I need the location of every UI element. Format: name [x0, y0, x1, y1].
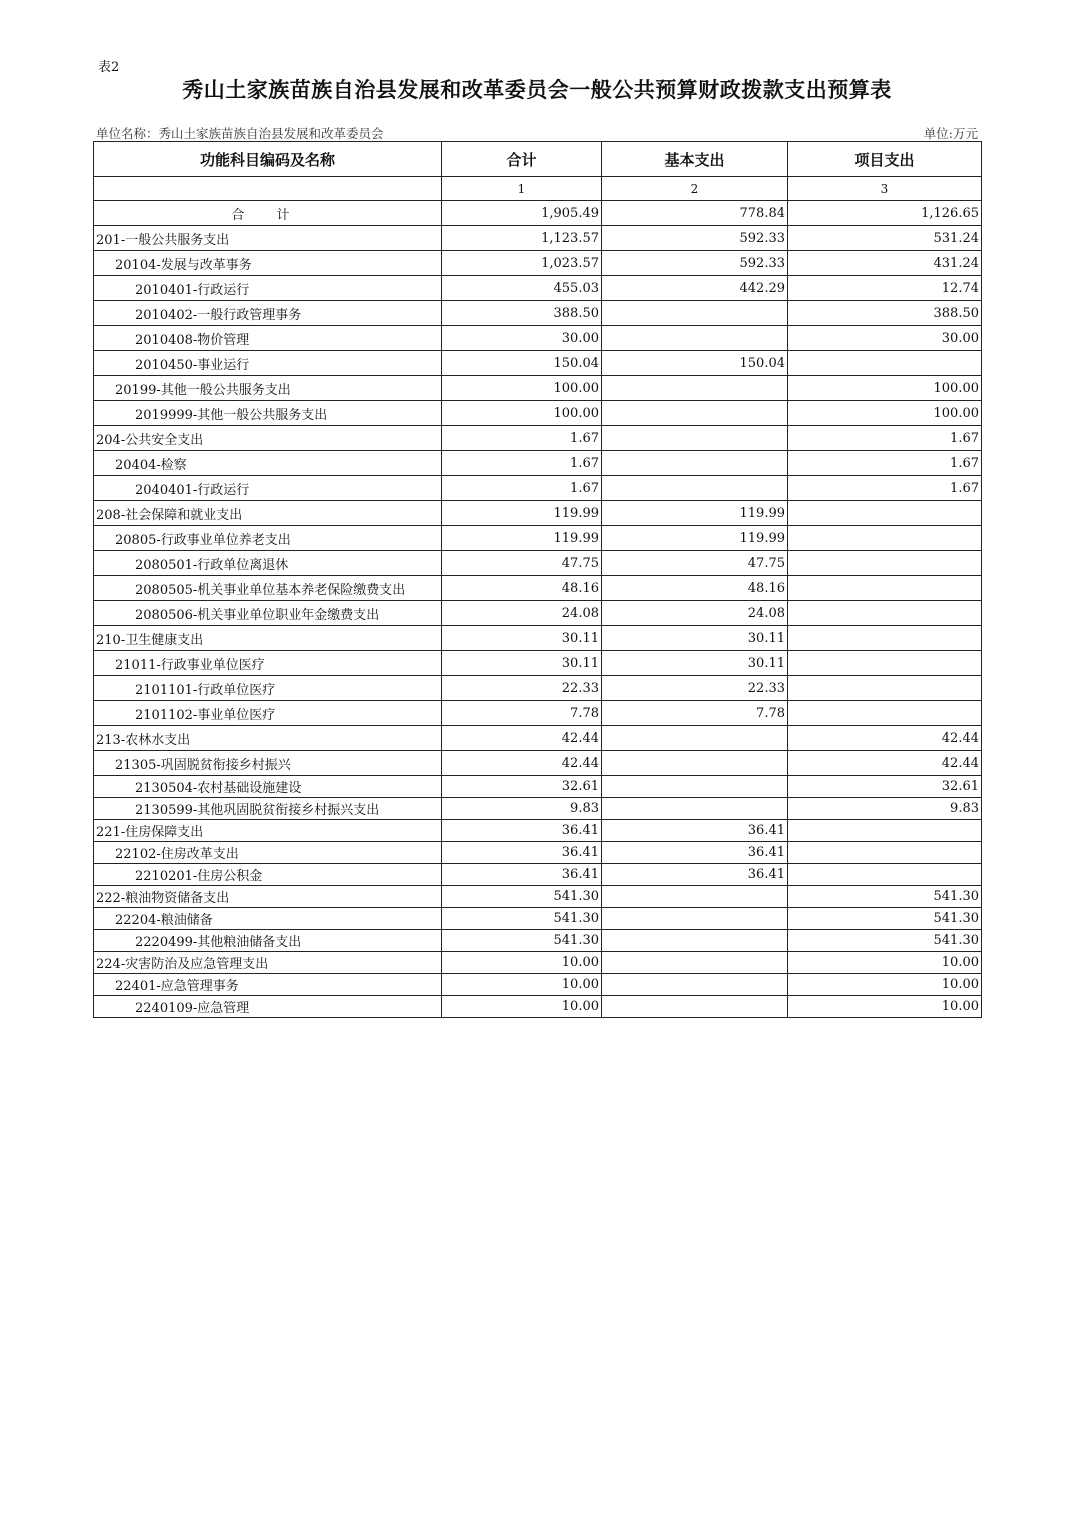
amount-total: 9.83 — [442, 798, 602, 820]
amount-total: 30.11 — [442, 626, 602, 651]
amount-basic: 36.41 — [602, 820, 788, 842]
index-row — [94, 177, 982, 201]
table-row — [94, 974, 982, 996]
amount-project: 431.24 — [788, 251, 982, 276]
table-row — [94, 776, 982, 798]
amount-project: 100.00 — [788, 401, 982, 426]
table-row — [94, 842, 982, 864]
amount-total: 22.33 — [442, 676, 602, 701]
amount-project — [788, 351, 982, 376]
amount-total: 100.00 — [442, 401, 602, 426]
subject-name: 22204-粮油储备 — [94, 908, 442, 930]
amount-project — [788, 526, 982, 551]
amount-project: 30.00 — [788, 326, 982, 351]
table-row — [94, 798, 982, 820]
amount-basic — [602, 886, 788, 908]
table-row — [94, 326, 982, 351]
table-number: 表2 — [98, 60, 120, 75]
subject-name: 222-粮油物资储备支出 — [94, 886, 442, 908]
amount-total: 1.67 — [442, 426, 602, 451]
amount-basic — [602, 908, 788, 930]
amount-project — [788, 626, 982, 651]
table-row — [94, 651, 982, 676]
amount-basic — [602, 751, 788, 776]
subject-name: 2101102-事业单位医疗 — [94, 701, 442, 726]
subject-name: 21011-行政事业单位医疗 — [94, 651, 442, 676]
amount-project — [788, 601, 982, 626]
table-row — [94, 908, 982, 930]
index-cell — [94, 177, 442, 201]
page-title: 秀山土家族苗族自治县发展和改革委员会一般公共预算财政拨款支出预算表 — [182, 78, 892, 102]
amount-total: 119.99 — [442, 501, 602, 526]
amount-project — [788, 501, 982, 526]
amount-basic: 22.33 — [602, 676, 788, 701]
subject-name: 204-公共安全支出 — [94, 426, 442, 451]
amount-project: 1.67 — [788, 426, 982, 451]
amount-total: 1,023.57 — [442, 251, 602, 276]
table-row — [94, 376, 982, 401]
amount-project: 388.50 — [788, 301, 982, 326]
amount-total: 388.50 — [442, 301, 602, 326]
subject-name: 2010401-行政运行 — [94, 276, 442, 301]
table-row — [94, 226, 982, 251]
amount-project: 12.74 — [788, 276, 982, 301]
amount-project — [788, 701, 982, 726]
table-row — [94, 401, 982, 426]
table-row — [94, 276, 982, 301]
table-row — [94, 864, 982, 886]
subject-name: 213-农林水支出 — [94, 726, 442, 751]
table-row — [94, 526, 982, 551]
subject-name: 22401-应急管理事务 — [94, 974, 442, 996]
table-row — [94, 701, 982, 726]
amount-basic: 36.41 — [602, 864, 788, 886]
header-subject: 功能科目编码及名称 — [94, 142, 442, 177]
amount-project: 1.67 — [788, 451, 982, 476]
amount-project — [788, 676, 982, 701]
amount-basic: 592.33 — [602, 226, 788, 251]
amount-total: 7.78 — [442, 701, 602, 726]
amount-total: 42.44 — [442, 726, 602, 751]
amount-project: 42.44 — [788, 751, 982, 776]
subject-name: 2040401-行政运行 — [94, 476, 442, 501]
amount-total: 30.11 — [442, 651, 602, 676]
amount-basic — [602, 426, 788, 451]
table-row — [94, 751, 982, 776]
table-row — [94, 476, 982, 501]
table-row — [94, 930, 982, 952]
subject-name: 2130599-其他巩固脱贫衔接乡村振兴支出 — [94, 798, 442, 820]
amount-basic: 150.04 — [602, 351, 788, 376]
amount-total: 1.67 — [442, 476, 602, 501]
table-row — [94, 351, 982, 376]
amount-total: 119.99 — [442, 526, 602, 551]
amount-project: 531.24 — [788, 226, 982, 251]
amount-project: 541.30 — [788, 908, 982, 930]
table-row — [94, 886, 982, 908]
header-basic: 基本支出 — [602, 142, 788, 177]
amount-project: 100.00 — [788, 376, 982, 401]
amount-basic — [602, 930, 788, 952]
amount-total: 10.00 — [442, 974, 602, 996]
amount-project: 10.00 — [788, 974, 982, 996]
index-cell: 3 — [788, 177, 982, 201]
subject-name: 221-住房保障支出 — [94, 820, 442, 842]
subject-name: 22102-住房改革支出 — [94, 842, 442, 864]
amount-basic — [602, 974, 788, 996]
amount-basic: 592.33 — [602, 251, 788, 276]
amount-total: 48.16 — [442, 576, 602, 601]
table-row — [94, 996, 982, 1018]
amount-basic: 7.78 — [602, 701, 788, 726]
subject-name: 2019999-其他一般公共服务支出 — [94, 401, 442, 426]
subject-name: 224-灾害防治及应急管理支出 — [94, 952, 442, 974]
amount-basic: 48.16 — [602, 576, 788, 601]
amount-basic: 30.11 — [602, 651, 788, 676]
subject-name: 2101101-行政单位医疗 — [94, 676, 442, 701]
amount-project: 9.83 — [788, 798, 982, 820]
subject-name: 208-社会保障和就业支出 — [94, 501, 442, 526]
subject-name: 2240109-应急管理 — [94, 996, 442, 1018]
table-row — [94, 426, 982, 451]
amount-total: 455.03 — [442, 276, 602, 301]
subject-name: 2080501-行政单位离退休 — [94, 551, 442, 576]
total-basic: 778.84 — [602, 201, 788, 226]
subject-name: 2220499-其他粮油储备支出 — [94, 930, 442, 952]
table-row — [94, 676, 982, 701]
total-sum: 1,905.49 — [442, 201, 602, 226]
amount-project — [788, 842, 982, 864]
amount-total: 541.30 — [442, 930, 602, 952]
table-row — [94, 576, 982, 601]
amount-project — [788, 864, 982, 886]
amount-total: 30.00 — [442, 326, 602, 351]
subject-name: 2010408-物价管理 — [94, 326, 442, 351]
amount-total: 24.08 — [442, 601, 602, 626]
amount-basic: 24.08 — [602, 601, 788, 626]
amount-basic: 442.29 — [602, 276, 788, 301]
amount-total: 1.67 — [442, 451, 602, 476]
amount-basic — [602, 451, 788, 476]
amount-project: 1.67 — [788, 476, 982, 501]
amount-total: 47.75 — [442, 551, 602, 576]
subject-name: 2010402-一般行政管理事务 — [94, 301, 442, 326]
amount-total: 36.41 — [442, 820, 602, 842]
amount-basic — [602, 376, 788, 401]
amount-project: 42.44 — [788, 726, 982, 751]
amount-project: 10.00 — [788, 996, 982, 1018]
amount-basic — [602, 726, 788, 751]
amount-basic: 119.99 — [602, 501, 788, 526]
amount-project — [788, 820, 982, 842]
subject-name: 20404-检察 — [94, 451, 442, 476]
table-row — [94, 551, 982, 576]
index-cell: 2 — [602, 177, 788, 201]
table-row — [94, 251, 982, 276]
amount-basic — [602, 401, 788, 426]
amount-total: 100.00 — [442, 376, 602, 401]
amount-project — [788, 651, 982, 676]
currency-unit: 单位:万元 — [923, 126, 978, 141]
header-row — [94, 142, 982, 177]
unit-name: 单位名称：秀山土家族苗族自治县发展和改革委员会 — [96, 126, 384, 141]
amount-total: 541.30 — [442, 908, 602, 930]
table-row — [94, 726, 982, 751]
amount-basic — [602, 476, 788, 501]
subject-name: 2080505-机关事业单位基本养老保险缴费支出 — [94, 576, 442, 601]
amount-basic: 30.11 — [602, 626, 788, 651]
amount-project: 32.61 — [788, 776, 982, 798]
total-label: 合 计 — [94, 201, 442, 226]
table-row — [94, 601, 982, 626]
amount-basic — [602, 326, 788, 351]
subject-name: 2130504-农村基础设施建设 — [94, 776, 442, 798]
amount-total: 32.61 — [442, 776, 602, 798]
subject-name: 201-一般公共服务支出 — [94, 226, 442, 251]
total-row — [94, 201, 982, 226]
amount-basic — [602, 776, 788, 798]
amount-basic — [602, 996, 788, 1018]
subject-name: 20805-行政事业单位养老支出 — [94, 526, 442, 551]
amount-total: 36.41 — [442, 864, 602, 886]
amount-total: 541.30 — [442, 886, 602, 908]
amount-total: 36.41 — [442, 842, 602, 864]
table-row — [94, 451, 982, 476]
subject-name: 20104-发展与改革事务 — [94, 251, 442, 276]
amount-total: 10.00 — [442, 996, 602, 1018]
budget-table — [93, 141, 982, 1018]
amount-basic: 47.75 — [602, 551, 788, 576]
subject-name: 20199-其他一般公共服务支出 — [94, 376, 442, 401]
amount-basic: 119.99 — [602, 526, 788, 551]
table-row — [94, 301, 982, 326]
total-project: 1,126.65 — [788, 201, 982, 226]
table-row — [94, 952, 982, 974]
header-project: 项目支出 — [788, 142, 982, 177]
subject-name: 2210201-住房公积金 — [94, 864, 442, 886]
table-row — [94, 501, 982, 526]
amount-basic: 36.41 — [602, 842, 788, 864]
amount-project: 541.30 — [788, 886, 982, 908]
amount-basic — [602, 301, 788, 326]
subject-name: 210-卫生健康支出 — [94, 626, 442, 651]
amount-project: 10.00 — [788, 952, 982, 974]
amount-basic — [602, 798, 788, 820]
subject-name: 2010450-事业运行 — [94, 351, 442, 376]
amount-total: 1,123.57 — [442, 226, 602, 251]
header-total: 合计 — [442, 142, 602, 177]
amount-total: 150.04 — [442, 351, 602, 376]
subject-name: 2080506-机关事业单位职业年金缴费支出 — [94, 601, 442, 626]
amount-total: 42.44 — [442, 751, 602, 776]
subject-name: 21305-巩固脱贫衔接乡村振兴 — [94, 751, 442, 776]
amount-total: 10.00 — [442, 952, 602, 974]
table-row — [94, 820, 982, 842]
amount-basic — [602, 952, 788, 974]
amount-project: 541.30 — [788, 930, 982, 952]
amount-project — [788, 576, 982, 601]
table-row — [94, 626, 982, 651]
index-cell: 1 — [442, 177, 602, 201]
amount-project — [788, 551, 982, 576]
